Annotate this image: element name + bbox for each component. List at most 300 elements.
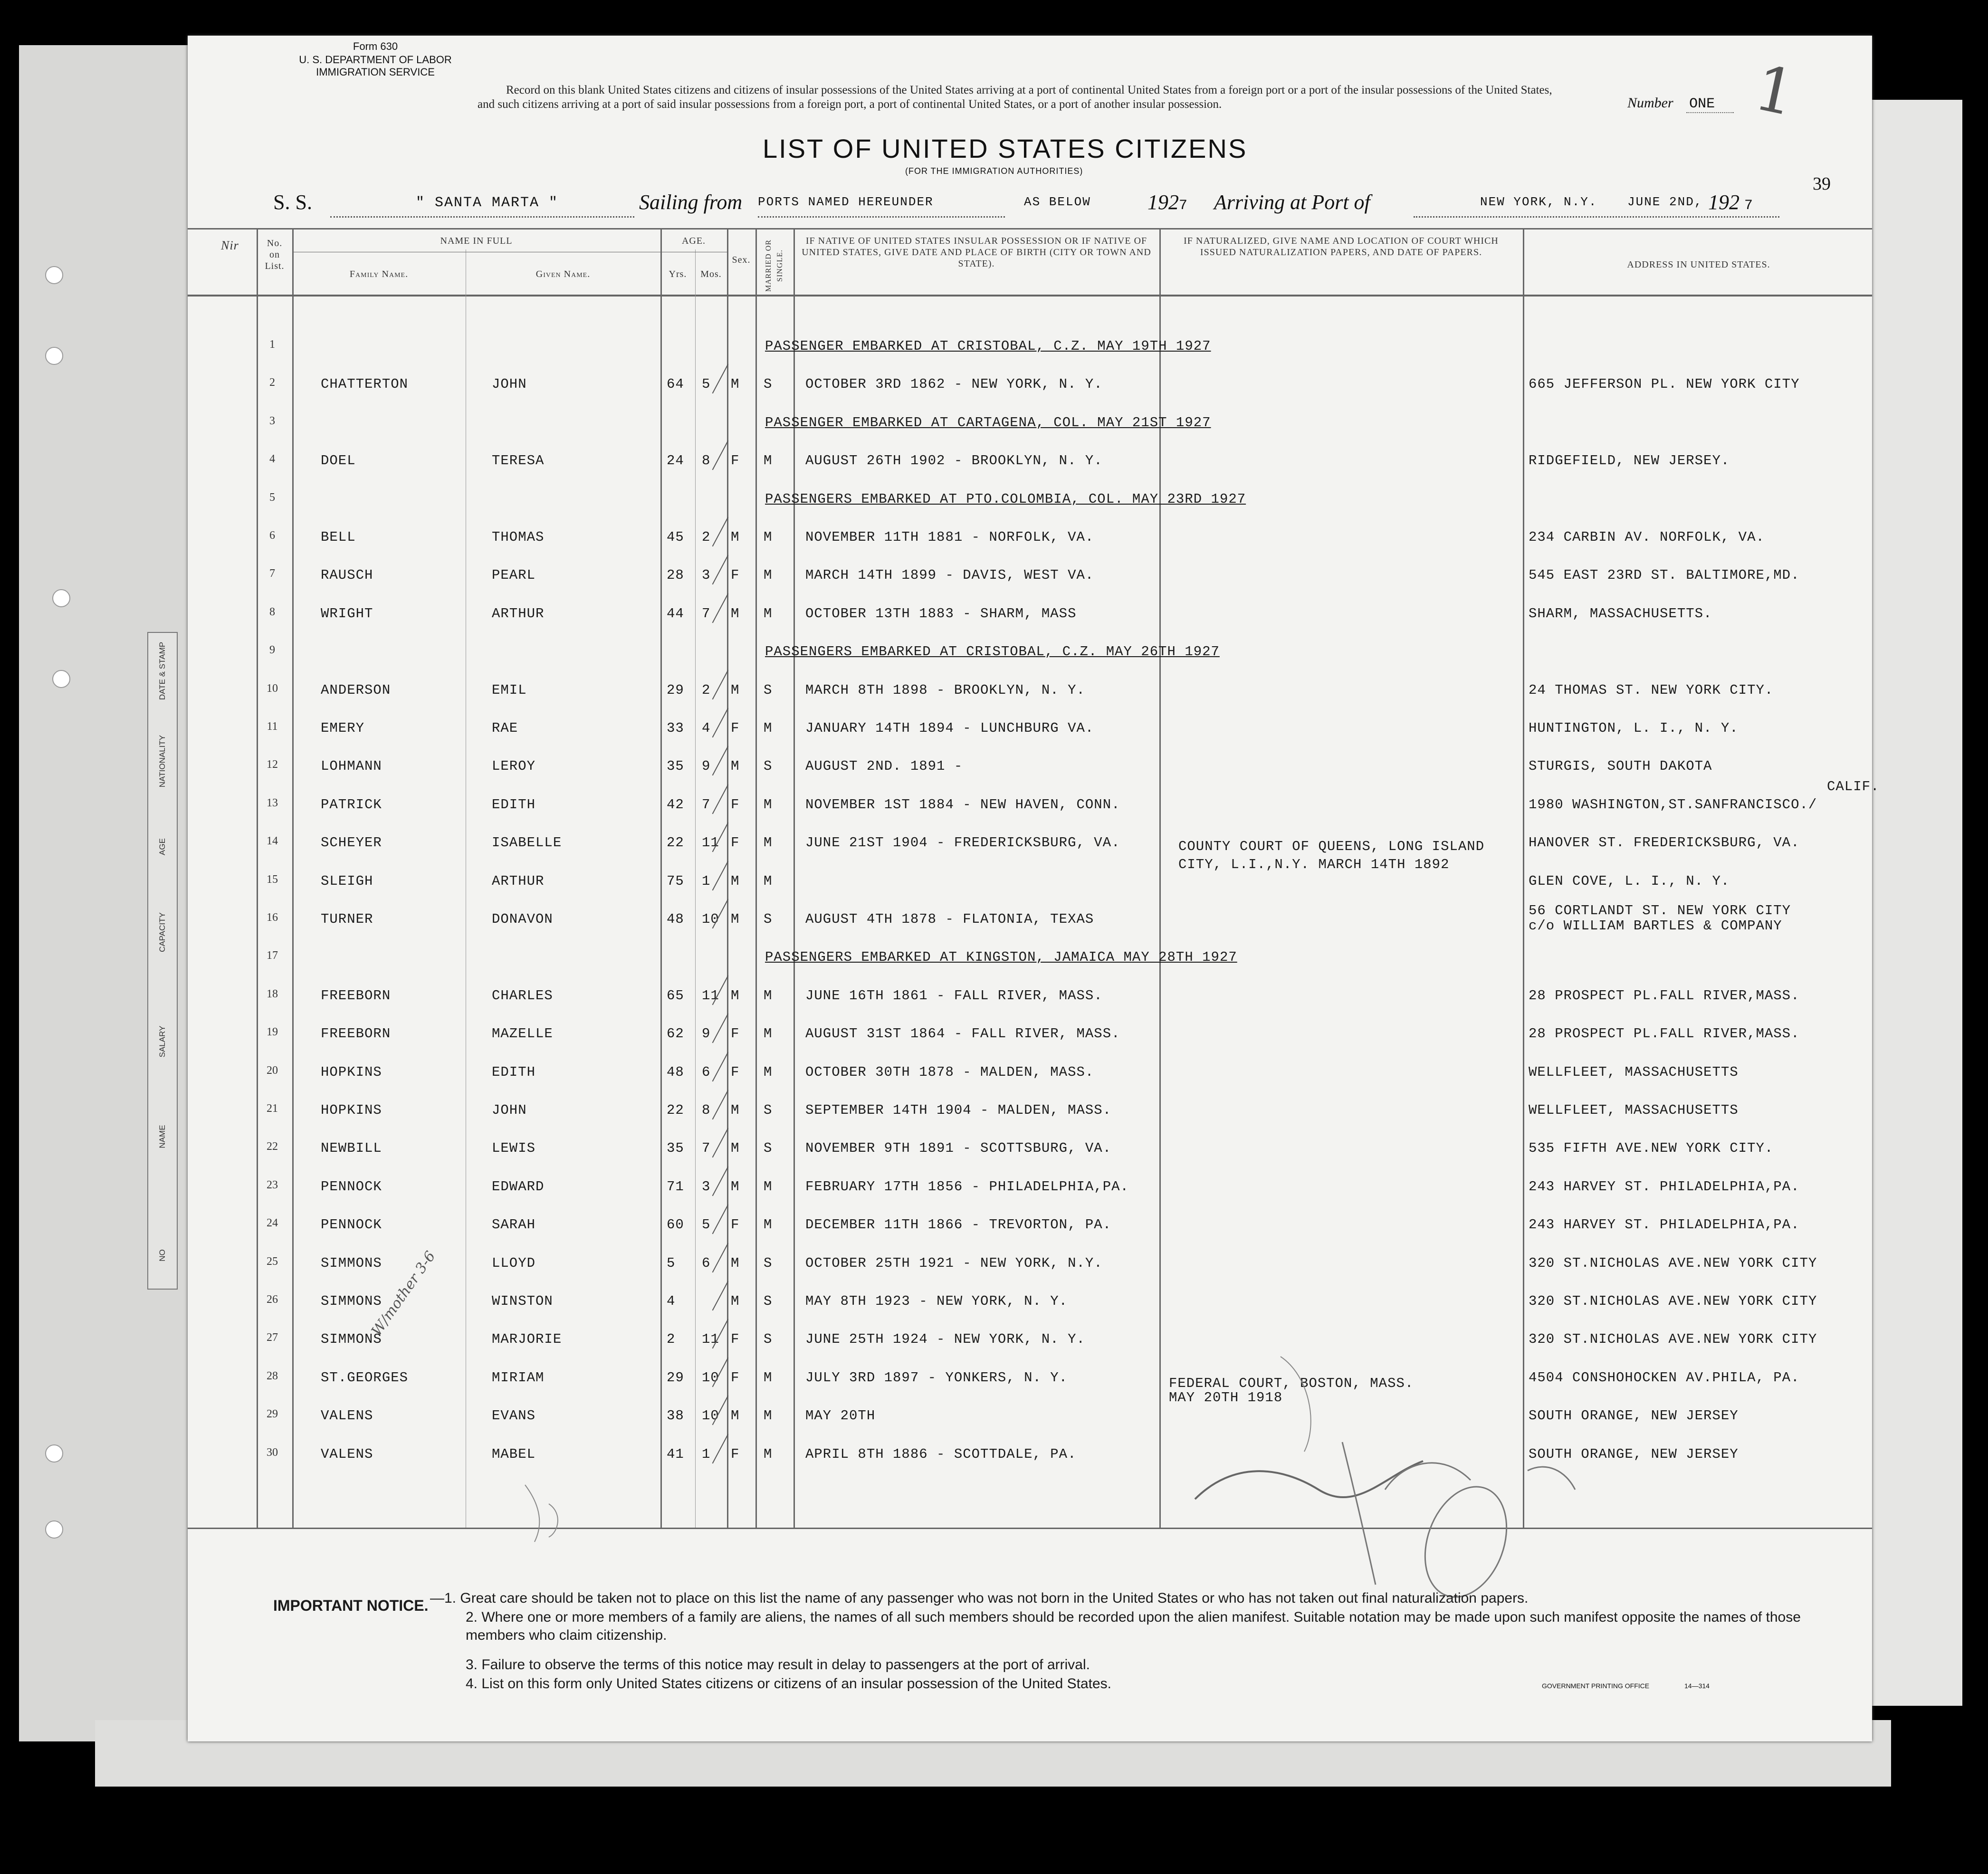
birth-date-place: NOVEMBER 11TH 1881 - NORFOLK, VA. (805, 529, 1094, 545)
handwritten-note: W/mother 3-6 (368, 1248, 439, 1339)
age-years: 22 (667, 835, 684, 851)
marital-status: S (764, 1102, 773, 1118)
header-age: AGE. (681, 236, 706, 246)
us-address: RIDGEFIELD, NEW JERSEY. (1529, 453, 1730, 469)
birth-date-place: MARCH 8TH 1898 - BROOKLYN, N. Y. (805, 682, 1085, 698)
department-name: U. S. DEPARTMENT OF LABOR (299, 54, 452, 66)
sex: M (731, 605, 740, 621)
row-number: 26 (267, 1293, 278, 1306)
family-name: SIMMONS (321, 1331, 382, 1348)
family-name: SLEIGH (321, 873, 373, 889)
given-name: CHARLES (492, 987, 553, 1004)
birth-date-place: JULY 3RD 1897 - YONKERS, N. Y. (805, 1369, 1068, 1386)
given-name: JOHN (492, 376, 527, 392)
col-rule (292, 228, 294, 1528)
age-years: 38 (667, 1408, 684, 1424)
sex: M (731, 873, 740, 889)
age-years: 45 (667, 529, 684, 545)
age-years: 71 (667, 1178, 684, 1195)
inspection-check-mark (712, 555, 729, 585)
birth-date-place: JUNE 25TH 1924 - NEW YORK, N. Y. (805, 1331, 1085, 1348)
given-name: EVANS (492, 1408, 536, 1424)
page-title: LIST OF UNITED STATES CITIZENS (763, 134, 1248, 163)
family-name: ST.GEORGES (321, 1369, 409, 1386)
header-married: MARRIED OR SINGLE. (765, 239, 784, 292)
age-years: 28 (667, 567, 684, 583)
inspection-check-mark (712, 1128, 729, 1158)
marital-status: M (764, 1026, 773, 1042)
inspection-check-mark (712, 784, 729, 814)
sex: F (731, 1331, 740, 1348)
age-years: 64 (667, 376, 684, 392)
number-value: ONE (1686, 96, 1734, 113)
us-address: 28 PROSPECT PL.FALL RIVER,MASS. (1529, 1026, 1800, 1042)
form-number: Form 630 (353, 40, 398, 52)
given-name: ARTHUR (492, 873, 545, 889)
family-name: CHATTERTON (321, 376, 409, 392)
as-below: AS BELOW (1024, 195, 1091, 209)
page-subtitle: (FOR THE IMMIGRATION AUTHORITIES) (905, 166, 1083, 176)
birth-date-place: AUGUST 2ND. 1891 - (805, 758, 963, 774)
given-name: ARTHUR (492, 605, 545, 621)
record-note: Record on this blank United States citizens and citizens of insular possessions of the United States arriving at a port of continental United States from a foreign port or a port of the insular possessions of the United States, and such citizens arriving at a port of said insular possessions from a foreign port, a port of continental United States, or a port of another insular possession. (478, 84, 1552, 111)
marital-status: S (764, 758, 773, 774)
sex: F (731, 1446, 740, 1462)
side-stamp-box (147, 632, 178, 1290)
us-address: HUNTINGTON, L. I., N. Y. (1529, 720, 1739, 736)
inspection-check-mark (712, 440, 729, 470)
side-label: NAME (158, 1125, 167, 1148)
marital-status: M (764, 1064, 773, 1080)
year-prefix: 192 (1147, 191, 1179, 214)
family-name: ANDERSON (321, 682, 391, 698)
given-name: JOHN (492, 1102, 527, 1118)
age-years: 2 (667, 1331, 676, 1348)
side-label: NATIONALITY (158, 735, 167, 788)
family-name: VALENS (321, 1408, 373, 1424)
inspection-check-mark (712, 669, 729, 699)
row-number: 20 (267, 1064, 278, 1077)
header-naturalized: IF NATURALIZED, GIVE NAME AND LOCATION OF COURT WHICH ISSUED NATURALIZATION PAPERS, AND DATE OF PAPERS. (1184, 236, 1499, 258)
us-address: 234 CARBIN AV. NORFOLK, VA. (1529, 529, 1765, 545)
given-name: LLOYD (492, 1255, 536, 1271)
row-number: 27 (267, 1331, 278, 1344)
birth-date-place: AUGUST 31ST 1864 - FALL RIVER, MASS. (805, 1026, 1120, 1042)
marital-status: M (764, 567, 773, 583)
year-digit: 7 (1179, 198, 1188, 214)
punch-hole (52, 670, 70, 688)
number-label (1627, 95, 1734, 112)
family-name: HOPKINS (321, 1102, 382, 1118)
age-months: 5 (702, 376, 711, 392)
us-address: STURGIS, SOUTH DAKOTA (1529, 758, 1712, 774)
age-months: 8 (702, 1102, 711, 1118)
row-number: 7 (269, 567, 275, 580)
age-months: 11 (702, 835, 719, 851)
age-months: 4 (702, 720, 711, 736)
manifest-page (188, 36, 1880, 1741)
inspection-check-mark (712, 1281, 729, 1311)
age-months: 7 (702, 605, 711, 621)
age-months: 2 (702, 529, 711, 545)
embarkation-heading: PASSENGERS EMBARKED AT PTO.COLOMBIA, COL. MAY 23RD 1927 (765, 491, 1246, 507)
header-given-name: Given Name. (535, 269, 591, 279)
us-address: GLEN COVE, L. I., N. Y. (1529, 873, 1730, 889)
punch-hole (45, 1444, 63, 1463)
age-months: 9 (702, 1026, 711, 1042)
row-number: 29 (267, 1408, 278, 1421)
family-name: TURNER (321, 911, 373, 927)
given-name: RAE (492, 720, 518, 736)
us-address: 28 PROSPECT PL.FALL RIVER,MASS. (1529, 987, 1800, 1004)
age-months: 5 (702, 1217, 711, 1233)
inspector-signature (1138, 1319, 1661, 1613)
us-address-line2: c/o WILLIAM BARTLES & COMPANY (1529, 918, 1782, 934)
sex: M (731, 987, 740, 1004)
family-name: DOEL (321, 453, 356, 469)
inspection-check-mark (712, 1434, 729, 1463)
table-top-rule (188, 228, 1872, 229)
age-years: 35 (667, 758, 684, 774)
header-sex: Sex. (732, 255, 751, 265)
given-name: MARJORIE (492, 1331, 562, 1348)
given-name: EDITH (492, 796, 536, 813)
birth-date-place: OCTOBER 13TH 1883 - SHARM, MASS (805, 605, 1077, 621)
sex: M (731, 1140, 740, 1157)
age-months: 8 (702, 453, 711, 469)
row-number: 15 (267, 873, 278, 886)
number-handwritten: 1 (1749, 51, 1802, 130)
row-number: 5 (269, 491, 275, 504)
us-address: SOUTH ORANGE, NEW JERSEY (1529, 1446, 1739, 1462)
given-name: EDWARD (492, 1178, 545, 1195)
birth-date-place: NOVEMBER 1ST 1884 - NEW HAVEN, CONN. (805, 796, 1120, 813)
us-address: 243 HARVEY ST. PHILADELPHIA,PA. (1529, 1217, 1800, 1233)
age-months: 10 (702, 1369, 719, 1386)
given-name: DONAVON (492, 911, 553, 927)
family-name: RAUSCH (321, 567, 373, 583)
row-number: 19 (267, 1026, 278, 1039)
row-number: 18 (267, 987, 278, 1000)
year-sailing (1147, 190, 1187, 214)
given-name: MIRIAM (492, 1369, 545, 1386)
sex: M (731, 1408, 740, 1424)
birth-date-place: FEBRUARY 17TH 1856 - PHILADELPHIA,PA. (805, 1178, 1129, 1195)
embarkation-heading: PASSENGERS EMBARKED AT CRISTOBAL, C.Z. MAY 26TH 1927 (765, 644, 1220, 660)
given-name: WINSTON (492, 1293, 553, 1309)
col-rule (755, 228, 757, 1528)
sex: F (731, 1026, 740, 1042)
embarkation-heading: PASSENGER EMBARKED AT CARTAGENA, COL. MAY 21ST 1927 (765, 414, 1211, 430)
header-birth: IF NATIVE OF UNITED STATES INSULAR POSSESSION OR IF NATIVE OF UNITED STATES, GIVE DATE AND PLACE OF BIRTH (CITY OR TOWN AND STATE). (802, 236, 1151, 269)
age-months: 7 (702, 796, 711, 813)
year-arrival (1708, 190, 1753, 214)
birth-date-place: SEPTEMBER 14TH 1904 - MALDEN, MASS. (805, 1102, 1112, 1118)
row-number: 4 (269, 453, 275, 466)
side-label: AGE (158, 838, 167, 855)
family-name: SCHEYER (321, 835, 382, 851)
family-name: HOPKINS (321, 1064, 382, 1080)
us-address: 320 ST.NICHOLAS AVE.NEW YORK CITY (1529, 1293, 1817, 1309)
marital-status: M (764, 720, 773, 736)
age-months: 2 (702, 682, 711, 698)
important-notice-item-2: 2. Where one or more members of a family are aliens, the names of all such members should be recorded upon the alien manifest. Suitable notation may be made upon such manifest opposite the names of those members who claim citizenship. (466, 1609, 1801, 1643)
us-address: 545 EAST 23RD ST. BALTIMORE,MD. (1529, 567, 1800, 583)
sex: M (731, 376, 740, 392)
marital-status: S (764, 376, 773, 392)
row-number: 21 (267, 1102, 278, 1115)
col-rule (727, 228, 728, 1528)
age-years: 29 (667, 682, 684, 698)
age-years: 65 (667, 987, 684, 1004)
marital-status: S (764, 1331, 773, 1348)
sex: M (731, 1255, 740, 1271)
family-name: PENNOCK (321, 1178, 382, 1195)
sex: F (731, 835, 740, 851)
age-months: 7 (702, 1140, 711, 1157)
important-notice-item-3: 3. Failure to observe the terms of this notice may result in delay to passengers at the port of arrival. (466, 1657, 1090, 1673)
inspection-check-mark (712, 1013, 729, 1043)
us-address: 24 THOMAS ST. NEW YORK CITY. (1529, 682, 1774, 698)
us-address-extra: CALIF. (1827, 778, 1880, 794)
family-name: FREEBORN (321, 987, 391, 1004)
sex: F (731, 567, 740, 583)
us-address: 56 CORTLANDT ST. NEW YORK CITY (1529, 903, 1791, 918)
year2-prefix: 192 (1708, 191, 1740, 214)
marital-status: M (764, 835, 773, 851)
punch-hole (45, 347, 63, 365)
sailing-label: Sailing from (639, 191, 743, 214)
page-number: 39 (1813, 174, 1831, 194)
marital-status: M (764, 529, 773, 545)
row-number: 2 (269, 376, 275, 389)
header-bottom-rule (188, 295, 1872, 296)
family-name: SIMMONS (321, 1255, 382, 1271)
header-address: ADDRESS IN UNITED STATES. (1627, 259, 1770, 270)
ss-label: S. S. (273, 191, 312, 214)
naturalization-note-valens-1: FEDERAL COURT, BOSTON, MASS. (1169, 1376, 1414, 1391)
printer-code: 14—314 (1684, 1682, 1710, 1690)
row-number: 1 (269, 338, 275, 351)
age-years: 62 (667, 1026, 684, 1042)
sex: F (731, 720, 740, 736)
age-months: 10 (702, 911, 719, 927)
family-name: FREEBORN (321, 1026, 391, 1042)
age-years: 4 (667, 1293, 676, 1309)
age-months: 3 (702, 1178, 711, 1195)
given-name: EMIL (492, 682, 527, 698)
us-address: 320 ST.NICHOLAS AVE.NEW YORK CITY (1529, 1255, 1817, 1271)
marital-status: M (764, 987, 773, 1004)
marital-status: S (764, 1293, 773, 1309)
birth-date-place: MAY 8TH 1923 - NEW YORK, N. Y. (805, 1293, 1068, 1309)
margin-scribble (520, 1475, 577, 1570)
printer-imprint: GOVERNMENT PRINTING OFFICE (1542, 1682, 1650, 1690)
birth-date-place: OCTOBER 25TH 1921 - NEW YORK, N.Y. (805, 1255, 1103, 1271)
age-months: 1 (702, 1446, 711, 1462)
naturalization-note-sleigh-2: CITY, L.I.,N.Y. MARCH 14TH 1892 (1178, 857, 1450, 872)
us-address: WELLFLEET, MASSACHUSETTS (1529, 1064, 1739, 1080)
age-years: 75 (667, 873, 684, 889)
row-number: 22 (267, 1140, 278, 1153)
important-notice-heading: IMPORTANT NOTICE. (273, 1597, 429, 1614)
important-notice-item-4: 4. List on this form only United States citizens or citizens of an insular possession of the United States. (466, 1676, 1112, 1692)
family-name: PENNOCK (321, 1217, 382, 1233)
birth-date-place: OCTOBER 3RD 1862 - NEW YORK, N. Y. (805, 376, 1103, 392)
birth-date-place: JUNE 16TH 1861 - FALL RIVER, MASS. (805, 987, 1103, 1004)
us-address: HANOVER ST. FREDERICKSBURG, VA. (1529, 835, 1800, 851)
header-mos: Mos. (700, 269, 722, 279)
given-name: SARAH (492, 1217, 536, 1233)
year2-digit: 7 (1744, 198, 1753, 214)
side-label: SALARY (158, 1025, 167, 1058)
us-address: 535 FIFTH AVE.NEW YORK CITY. (1529, 1140, 1774, 1157)
header-yrs: Yrs. (669, 269, 687, 279)
naturalization-note-valens-2: MAY 20TH 1918 (1169, 1390, 1283, 1406)
arriving-label: Arriving at Port of (1214, 191, 1370, 214)
age-years: 33 (667, 720, 684, 736)
punch-hole (45, 1520, 63, 1539)
row-number: 9 (269, 644, 275, 657)
age-years: 24 (667, 453, 684, 469)
age-months: 1 (702, 873, 711, 889)
sex: F (731, 1369, 740, 1386)
col-rule (695, 249, 696, 1528)
age-years: 5 (667, 1255, 676, 1271)
header-family-name: Family Name. (349, 269, 409, 279)
side-label: DATE & STAMP (158, 641, 167, 700)
marital-status: M (764, 1178, 773, 1195)
marital-status: S (764, 911, 773, 927)
embarkation-heading: PASSENGER EMBARKED AT CRISTOBAL, C.Z. MAY 19TH 1927 (765, 338, 1211, 354)
punch-hole (45, 266, 63, 284)
family-name: NEWBILL (321, 1140, 382, 1157)
birth-date-place: APRIL 8TH 1886 - SCOTTDALE, PA. (805, 1446, 1077, 1462)
inspection-check-mark (712, 1205, 729, 1234)
ship-underline (330, 216, 634, 218)
sex: F (731, 1064, 740, 1080)
row-number: 12 (267, 758, 278, 771)
us-address: SHARM, MASSACHUSETTS. (1529, 605, 1712, 621)
given-name: MABEL (492, 1446, 536, 1462)
arrival-date: JUNE 2ND, (1627, 195, 1703, 209)
row-number: 23 (267, 1178, 278, 1191)
family-name: WRIGHT (321, 605, 373, 621)
inspection-check-mark (712, 593, 729, 623)
inspection-check-mark (712, 861, 729, 890)
row-number: 6 (269, 529, 275, 542)
row-number: 14 (267, 835, 278, 848)
marital-status: S (764, 1140, 773, 1157)
important-notice-item-1: —1. Great care should be taken not to place on this list the name of any passenger who was not born in the United States or who has not taken out final naturalization papers. (430, 1590, 1529, 1606)
age-years: 48 (667, 911, 684, 927)
sex: M (731, 529, 740, 545)
birth-date-place: JUNE 21ST 1904 - FREDERICKSBURG, VA. (805, 835, 1120, 851)
us-address: WELLFLEET, MASSACHUSETTS (1529, 1102, 1739, 1118)
age-months: 11 (702, 987, 719, 1004)
marital-status: S (764, 1255, 773, 1271)
age-years: 35 (667, 1140, 684, 1157)
marital-status: M (764, 1408, 773, 1424)
given-name: THOMAS (492, 529, 545, 545)
marital-status: S (764, 682, 773, 698)
sex: F (731, 796, 740, 813)
naturalization-note-sleigh-1: COUNTY COURT OF QUEENS, LONG ISLAND (1178, 839, 1485, 854)
sex: M (731, 1293, 740, 1309)
given-name: PEARL (492, 567, 536, 583)
birth-date-place: JANUARY 14TH 1894 - LUNCHBURG VA. (805, 720, 1094, 736)
header-name-in-full: NAME IN FULL (440, 236, 513, 246)
number-label-text: Number (1627, 95, 1673, 111)
marital-status: M (764, 1369, 773, 1386)
age-years: 42 (667, 796, 684, 813)
sex: M (731, 1102, 740, 1118)
sex: M (731, 682, 740, 698)
us-address: 243 HARVEY ST. PHILADELPHIA,PA. (1529, 1178, 1800, 1195)
row-number: 30 (267, 1446, 278, 1459)
given-name: MAZELLE (492, 1026, 553, 1042)
age-months: 9 (702, 758, 711, 774)
given-name: ISABELLE (492, 835, 562, 851)
given-name: TERESA (492, 453, 545, 469)
family-name: PATRICK (321, 796, 382, 813)
age-years: 41 (667, 1446, 684, 1462)
sex: F (731, 453, 740, 469)
inspection-check-mark (712, 1052, 729, 1081)
sex: M (731, 758, 740, 774)
family-name: LOHMANN (321, 758, 382, 774)
age-months: 6 (702, 1064, 711, 1080)
us-address: 665 JEFFERSON PL. NEW YORK CITY (1529, 376, 1800, 392)
header-no: No. on List. (265, 238, 285, 271)
us-address: 320 ST.NICHOLAS AVE.NEW YORK CITY (1529, 1331, 1817, 1348)
margin-mark: Nir (221, 239, 239, 252)
sex: M (731, 1178, 740, 1195)
given-name: EDITH (492, 1064, 536, 1080)
arrival-port: NEW YORK, N.Y. (1480, 195, 1597, 209)
age-months: 10 (702, 1408, 719, 1424)
from-underline (758, 216, 1005, 218)
age-years: 29 (667, 1369, 684, 1386)
side-label: CAPACITY (158, 912, 167, 952)
birth-date-place: AUGUST 26TH 1902 - BROOKLYN, N. Y. (805, 453, 1103, 469)
marital-status: M (764, 605, 773, 621)
age-months: 6 (702, 1255, 711, 1271)
service-name: IMMIGRATION SERVICE (316, 66, 435, 78)
family-name: EMERY (321, 720, 365, 736)
ship-name: " SANTA MARTA " (416, 195, 559, 211)
us-address: SOUTH ORANGE, NEW JERSEY (1529, 1408, 1739, 1424)
inspection-check-mark (712, 1166, 729, 1196)
inspection-check-mark (712, 746, 729, 776)
row-number: 17 (267, 949, 278, 962)
row-number: 10 (267, 682, 278, 695)
marital-status: M (764, 1446, 773, 1462)
family-name: SIMMONS (321, 1293, 382, 1309)
inspection-check-mark (712, 517, 729, 547)
marital-status: M (764, 1217, 773, 1233)
us-address: 1980 WASHINGTON,ST.SANFRANCISCO./ (1529, 796, 1817, 813)
row-number: 16 (267, 911, 278, 924)
row-number: 8 (269, 605, 275, 618)
row-number: 13 (267, 796, 278, 809)
family-name: VALENS (321, 1446, 373, 1462)
age-years: 60 (667, 1217, 684, 1233)
age-months: 11 (702, 1331, 719, 1348)
given-name: LEROY (492, 758, 536, 774)
birth-date-place: DECEMBER 11TH 1866 - TREVORTON, PA. (805, 1217, 1112, 1233)
sex: M (731, 911, 740, 927)
